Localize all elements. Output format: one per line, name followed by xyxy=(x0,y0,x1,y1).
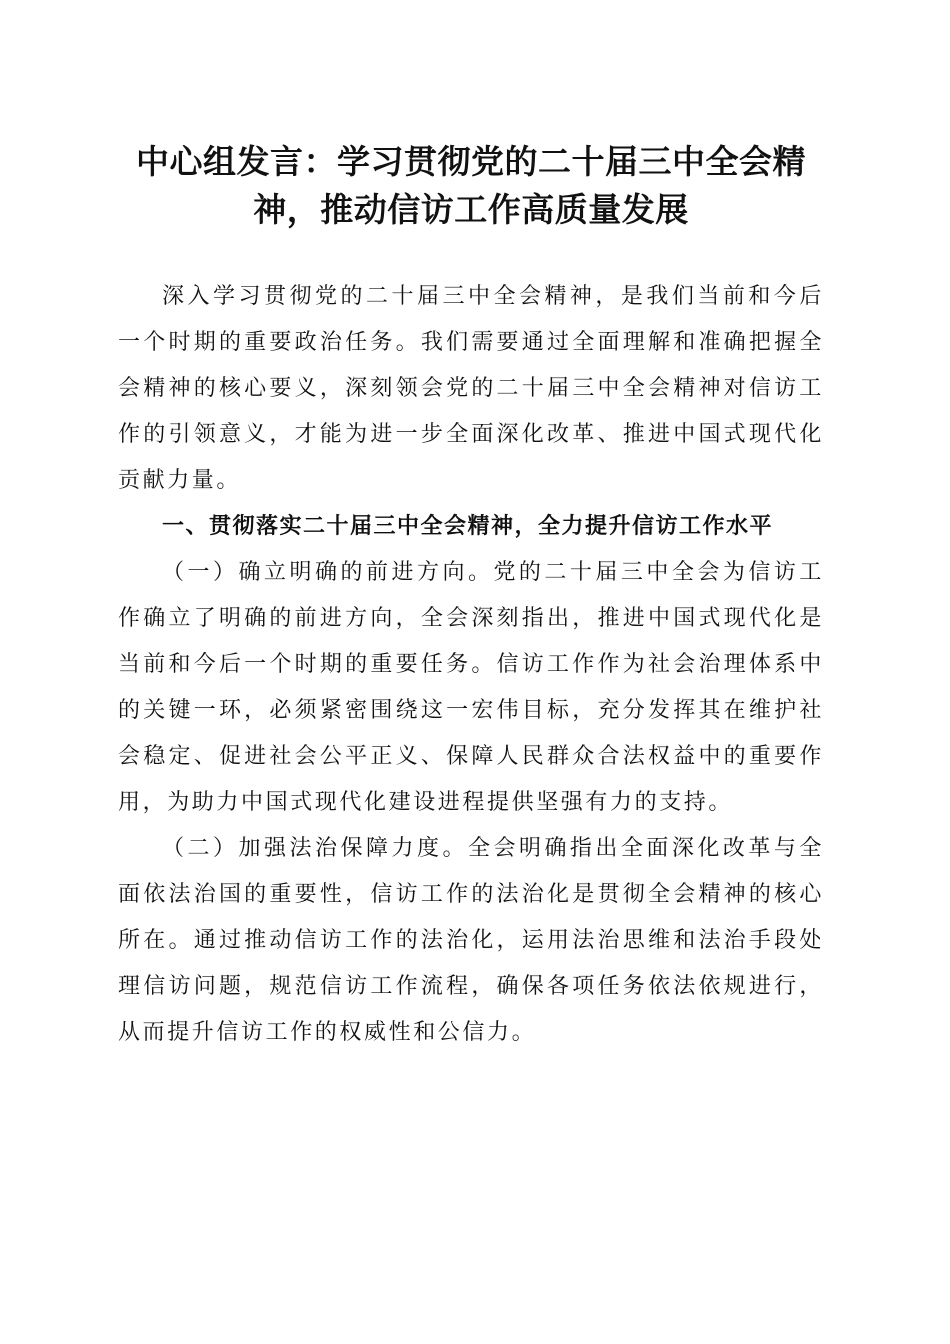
item-2-text: 全会明确指出全面深化改革与全面依法治国的重要性，信访工作的法治化是贯彻全会精神的核心所在。通过推动信访工作的法治化，运用法治思维和法治手段处理信访问题，规范信访工作流程，确保各项任务依法依规进行，从而提升信访工作的权威性和公信力。 xyxy=(118,836,824,1045)
document-page xyxy=(118,138,824,1056)
document-body xyxy=(118,274,824,1056)
section-1-heading: 一、贯彻落实二十届三中全会精神，全力提升信访工作水平 xyxy=(162,514,774,539)
intro-paragraph: 深入学习贯彻党的二十届三中全会精神，是我们当前和今后一个时期的重要政治任务。我们需要通过全面理解和准确把握全会精神的核心要义，深刻领会党的二十届三中全会精神对信访工作的引领意义，才能为进一步全面深化改革、推进中国式现代化贡献力量。 xyxy=(118,284,824,493)
item-2-lead: （二）加强法治保障力度。 xyxy=(162,836,468,861)
item-1-lead: （一）确立明确的前进方向。 xyxy=(162,560,494,585)
section-1-item-2 xyxy=(118,826,824,1056)
item-1-text: 党的二十届三中全会为信访工作确立了明确的前进方向，全会深刻指出，推进中国式现代化是当前和今后一个时期的重要任务。信访工作作为社会治理体系中的关键一环，必须紧密围绕这一宏伟目标，充分发挥其在维护社会稳定、促进社会公平正义、保障人民群众合法权益中的重要作用，为助力中国式现代化建设进程提供坚强有力的支持。 xyxy=(118,560,824,815)
document-title: 中心组发言：学习贯彻党的二十届三中全会精神，推动信访工作高质量发展 xyxy=(136,142,806,229)
section-1-item-1 xyxy=(118,550,824,826)
